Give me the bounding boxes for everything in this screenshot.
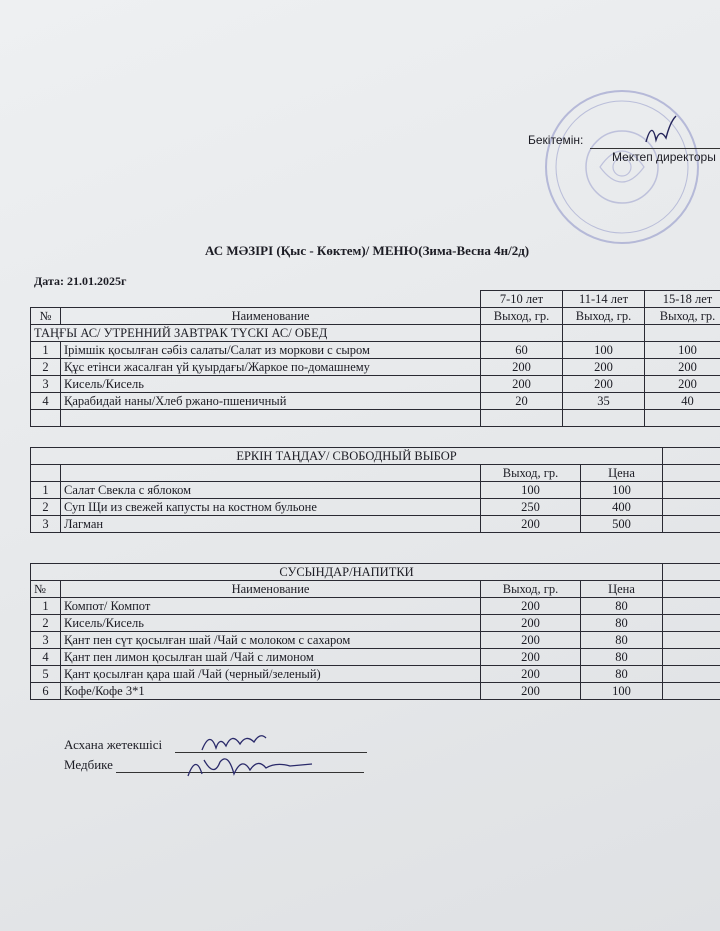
col-price-header: Цена bbox=[581, 465, 663, 482]
nurse-label: Медбике bbox=[64, 757, 113, 772]
col-name-header: Наименование bbox=[61, 308, 481, 325]
table-row: 3 Қант пен сүт қосылған шай /Чай с молоком с сахаром 200 80 bbox=[31, 632, 720, 649]
dish-name: Қарабидай наны/Хлеб ржано-пшеничный bbox=[61, 393, 481, 410]
section-row bbox=[31, 325, 720, 342]
table-row: 3 Кисель/Кисель 200 200 200 bbox=[31, 376, 720, 393]
table-row: 1 Ірімшік қосылған сәбіз салаты/Салат из моркови с сыром 60 100 100 bbox=[31, 342, 720, 359]
approve-signature-line bbox=[590, 148, 720, 149]
col-output-header: Выход, гр. bbox=[563, 308, 645, 325]
school-seal-icon bbox=[540, 85, 705, 250]
col-output-header: Выход, гр. bbox=[481, 465, 581, 482]
age-header-row bbox=[31, 291, 720, 308]
director-signature-icon bbox=[632, 112, 692, 152]
empty-row bbox=[31, 410, 720, 427]
nurse-signature-icon bbox=[180, 748, 320, 784]
table-row: 6 Кофе/Кофе 3*1 200 100 bbox=[31, 683, 720, 700]
drinks-table bbox=[30, 563, 720, 700]
dish-name: Ірімшік қосылған сәбіз салаты/Салат из моркови с сыром bbox=[61, 342, 481, 359]
dish-name: Кисель/Кисель bbox=[61, 376, 481, 393]
table-row: 2 Кисель/Кисель 200 80 bbox=[31, 615, 720, 632]
dish-name: Салат Свекла с яблоком bbox=[61, 482, 481, 499]
table-row: 4 Қант пен лимон қосылған шай /Чай с лимоном 200 80 bbox=[31, 649, 720, 666]
main-menu-table bbox=[30, 290, 720, 427]
drink-name: Қант пен сүт қосылған шай /Чай с молоком с сахаром bbox=[61, 632, 481, 649]
col-price-header: Цена bbox=[581, 581, 663, 598]
page-title: АС МӘЗІРІ (Қыс - Көктем)/ МЕНЮ(Зима-Весна 4н/2д) bbox=[205, 243, 530, 258]
drink-name: Кисель/Кисель bbox=[61, 615, 481, 632]
drink-name: Кофе/Кофе 3*1 bbox=[61, 683, 481, 700]
free-choice-table bbox=[30, 447, 720, 533]
table-row: 4 Қарабидай наны/Хлеб ржано-пшеничный 20 35 40 bbox=[31, 393, 720, 410]
table-row: 1 Салат Свекла с яблоком 100 100 bbox=[31, 482, 720, 499]
dish-name: Лагман bbox=[61, 516, 481, 533]
age-group-cell: 11-14 лет bbox=[563, 291, 645, 308]
col-output-header: Выход, гр. bbox=[481, 581, 581, 598]
approve-label: Бекітемін: bbox=[528, 133, 584, 147]
section-row bbox=[31, 448, 720, 465]
section-breakfast-lunch: ТАҢҒЫ АС/ УТРЕННИЙ ЗАВТРАК ТҮСКІ АС/ ОБЕД bbox=[31, 325, 481, 342]
dish-name: Құс етінси жасалған үй қуырдағы/Жаркое по-домашнему bbox=[61, 359, 481, 376]
drink-name: Қант қосылған қара шай /Чай (черный/зеленый) bbox=[61, 666, 481, 683]
table-row: 2 Суп Щи из свежей капусты на костном бульоне 250 400 bbox=[31, 499, 720, 516]
director-label: Мектеп директоры bbox=[612, 150, 716, 164]
age-group-cell: 15-18 лет bbox=[645, 291, 720, 308]
drink-name: Қант пен лимон қосылған шай /Чай с лимоном bbox=[61, 649, 481, 666]
col-num-header: № bbox=[31, 308, 61, 325]
drink-name: Компот/ Компот bbox=[61, 598, 481, 615]
cook-label: Асхана жетекшісі bbox=[64, 737, 163, 752]
col-num-header: № bbox=[31, 581, 61, 598]
table-row: 5 Қант қосылған қара шай /Чай (черный/зеленый) 200 80 bbox=[31, 666, 720, 683]
column-header-row bbox=[31, 308, 720, 325]
age-group-cell: 7-10 лет bbox=[481, 291, 563, 308]
section-free-choice: ЕРКІН ТАҢДАУ/ СВОБОДНЫЙ ВЫБОР bbox=[31, 448, 663, 465]
table-row: 3 Лагман 200 500 bbox=[31, 516, 720, 533]
table-row: 2 Құс етінси жасалған үй қуырдағы/Жаркое по-домашнему 200 200 200 bbox=[31, 359, 720, 376]
column-header-row bbox=[31, 465, 720, 482]
col-name-header: Наименование bbox=[61, 581, 481, 598]
column-header-row bbox=[31, 581, 720, 598]
col-output-header: Выход, гр. bbox=[645, 308, 720, 325]
col-output-header: Выход, гр. bbox=[481, 308, 563, 325]
dish-name: Суп Щи из свежей капусты на костном бульоне bbox=[61, 499, 481, 516]
table-row: 1 Компот/ Компот 200 80 bbox=[31, 598, 720, 615]
menu-date: Дата: 21.01.2025г bbox=[34, 274, 127, 288]
section-drinks: СУСЫНДАР/НАПИТКИ bbox=[31, 564, 663, 581]
section-row bbox=[31, 564, 720, 581]
